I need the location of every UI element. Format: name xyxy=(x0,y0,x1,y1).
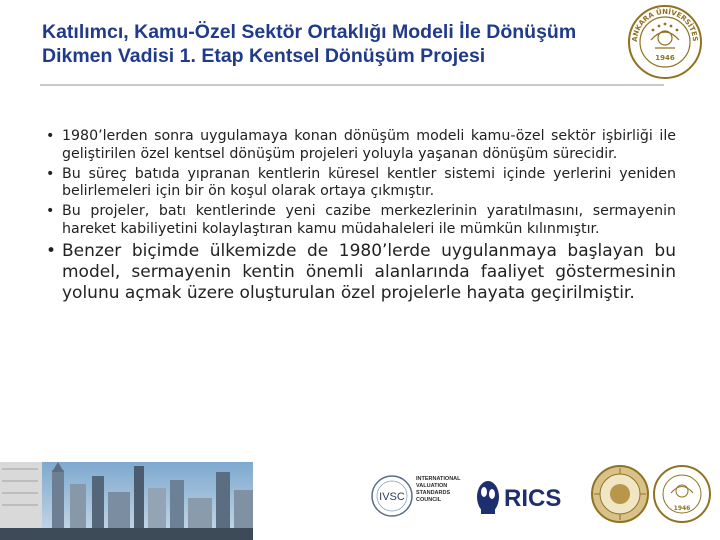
seal-year: 1946 xyxy=(655,54,675,62)
bullet-marker: • xyxy=(46,203,55,220)
seal-year: 1946 xyxy=(673,505,691,512)
bullet-list xyxy=(46,128,676,304)
bullet-text: Benzer biçimde ülkemizde de 1980’lerde uygulanmaya başlayan bu model, sermayenin kentin önemli alanlarında faaliyet göstermesinin yolunu açmak üzere oluşturulan özel projelerle hayata geçirilmiştir. xyxy=(62,240,676,303)
bullet-text: Bu projeler, batı kentlerinde yeni cazibe merkezlerinin yaratılmasını, sermayenin hareket kabiliyetini kolaylaştıran kamu müdahaleleri ile mümkün kılınmıştır. xyxy=(62,203,676,237)
ivsc-caption xyxy=(416,476,462,504)
seal-ring-text: ANKARA ÜNİVERSİTES xyxy=(630,7,700,43)
rics-label: RICS xyxy=(504,485,562,512)
ivsc-label: IVSC xyxy=(379,491,405,503)
bullet-marker: • xyxy=(46,165,55,182)
bullet-text: 1980’lerden sonra uygulamaya konan dönüşüm modeli kamu-özel sektör işbirliği ile geliştirilen özel kentsel dönüşüm projeleri yoluyla yaşanan dönüşüm sürecidir. xyxy=(62,128,676,162)
rics-logo-icon xyxy=(470,474,580,520)
ivsc-caption-line: INTERNATIONAL xyxy=(416,476,461,482)
slide-title-line-2: Dikmen Vadisi 1. Etap Kentsel Dönüşüm Projesi xyxy=(42,45,486,67)
ivsc-caption-line: VALUATION xyxy=(416,483,448,489)
title-divider xyxy=(40,84,664,86)
list-item xyxy=(46,203,676,239)
ivsc-caption-line: STANDARDS xyxy=(416,490,451,496)
bullet-text: Bu süreç batıda yıpranan kentlerin küresel kentler sistemi içinde yerlerini yeniden belirlemeleri için bir ön koşul olarak ortaya çıkmıştır. xyxy=(62,165,676,200)
slide-title-line-1: Katılımcı, Kamu-Özel Sektör Ortaklığı Modeli İle Dönüşüm xyxy=(42,21,577,43)
university-seal-icon xyxy=(590,464,650,524)
list-item xyxy=(46,241,676,304)
list-item xyxy=(46,128,676,164)
ankara-university-seal-icon xyxy=(627,4,703,80)
ankara-university-seal-small-icon xyxy=(652,464,712,524)
city-skyline-photo xyxy=(0,462,253,540)
list-item xyxy=(46,166,676,202)
ivsc-caption-line: COUNCIL xyxy=(416,497,442,503)
slide-title xyxy=(42,20,652,68)
bullet-marker: • xyxy=(46,240,57,261)
bullet-marker: • xyxy=(46,128,55,144)
